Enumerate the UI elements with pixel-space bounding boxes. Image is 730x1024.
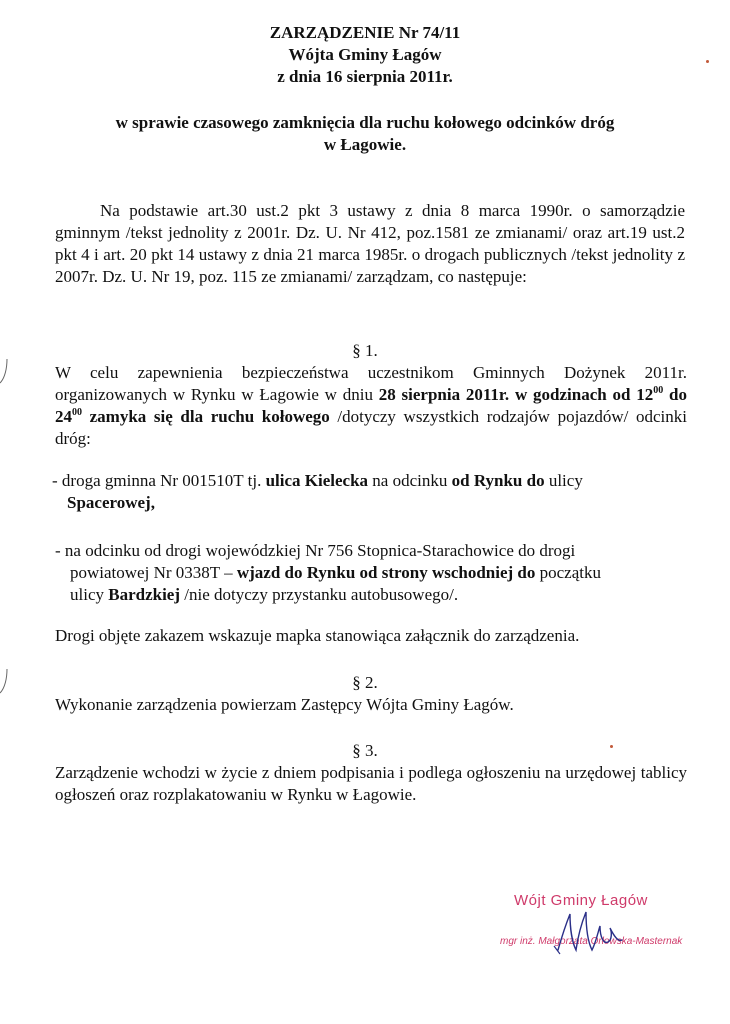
section-3-heading: § 3.	[352, 741, 378, 760]
bullet-1-range: od Rynku do	[451, 471, 545, 490]
scan-margin-mark	[0, 668, 8, 694]
subject-line-2: w Łagowie.	[323, 135, 407, 154]
title-line-1: ZARZĄDZENIE Nr 74/11	[269, 23, 461, 42]
bullet-1-c: na odcinku	[368, 471, 452, 490]
road-bullet-2	[55, 540, 695, 606]
hour-end-sup: 00	[72, 407, 82, 418]
bullet-2-b: powiatowej Nr 0338T –	[70, 563, 237, 582]
bullet-2-d: początku	[535, 563, 601, 582]
section-2-heading: § 2.	[352, 673, 378, 692]
map-note: Drogi objęte zakazem wskazuje mapka stanowiąca załącznik do zarządzenia.	[55, 626, 580, 645]
scan-speck	[610, 745, 613, 748]
bullet-2-street: Bardzkiej	[108, 585, 181, 604]
section-1-date-bold: 28 sierpnia 2011r. w godzinach od 12	[378, 385, 654, 404]
section-1-hour-end-bold: do 24	[55, 385, 687, 426]
scan-margin-mark	[0, 358, 8, 384]
document-subject	[0, 112, 730, 156]
document-title	[0, 22, 730, 88]
section-3-text: Zarządzenie wchodzi w życie z dniem podpisania i podlega ogłoszeniu na urzędowej tablicy ogłoszeń oraz rozplakatowaniu w Rynku w Łagowie.	[55, 763, 687, 804]
road-bullet-1	[52, 470, 692, 514]
section-1-paragraph	[55, 362, 687, 450]
stamp-name: mgr inż. Małgorzata Orłowska-Masternak	[500, 936, 683, 947]
bullet-2-g: /nie dotyczy przystanku autobusowego/.	[180, 585, 459, 604]
section-1-closure-bold: zamyka się dla ruchu kołowego	[82, 407, 330, 426]
section-2-text: Wykonanie zarządzenia powierzam Zastępcy Wójta Gminy Łagów.	[55, 695, 514, 714]
hour-start-sup: 00	[653, 385, 664, 396]
bullet-2-e: ulicy	[70, 585, 109, 604]
stamp-title: Wójt Gminy Łagów	[514, 892, 648, 909]
bullet-2-line-1: - na odcinku od drogi wojewódzkiej Nr 756 Stopnica-Starachowice do drogi	[55, 541, 576, 560]
intro-paragraph	[55, 200, 685, 288]
section-1-heading: § 1.	[352, 341, 378, 360]
bullet-1-street: ulica Kielecka	[265, 471, 369, 490]
title-line-2: Wójta Gminy Łagów	[288, 45, 442, 64]
subject-line-1: w sprawie czasowego zamknięcia dla ruchu kołowego odcinków dróg	[115, 113, 615, 132]
handwritten-signature	[550, 906, 630, 956]
title-line-3: z dnia 16 sierpnia 2011r.	[277, 67, 453, 86]
section-1-text-5: /dotyczy wszystkich rodzajów pojazdów/ odcinki dróg:	[55, 407, 687, 448]
bullet-1-a: - droga gminna Nr 001510T tj.	[52, 471, 266, 490]
section-1-text-1: W celu zapewnienia bezpieczeństwa uczestnikom Gminnych Dożynek 2011r. organizowanych w Rynku w Łagowie w dniu	[55, 363, 687, 404]
bullet-2-entry: wjazd do Rynku od strony wschodniej do	[236, 563, 536, 582]
bullet-1-e: ulicy	[544, 471, 583, 490]
bullet-1-street-end: Spacerowej,	[67, 493, 155, 512]
intro-text: Na podstawie art.30 ust.2 pkt 3 ustawy z dnia 8 marca 1990r. o samorządzie gminnym /tekst jednolity z 2001r. Dz. U. Nr 412, poz.1581 ze zmianami/ oraz art.19 ust.2 pkt 4 i art. 20 pkt 14 ustawy z dnia 21 marca 1985r. o drogach publicznych /tekst jednolity z 2007r. Dz. U. Nr 19, poz. 115 ze zmianami/ zarządzam, co następuje:	[55, 201, 685, 286]
scan-speck	[706, 60, 709, 63]
